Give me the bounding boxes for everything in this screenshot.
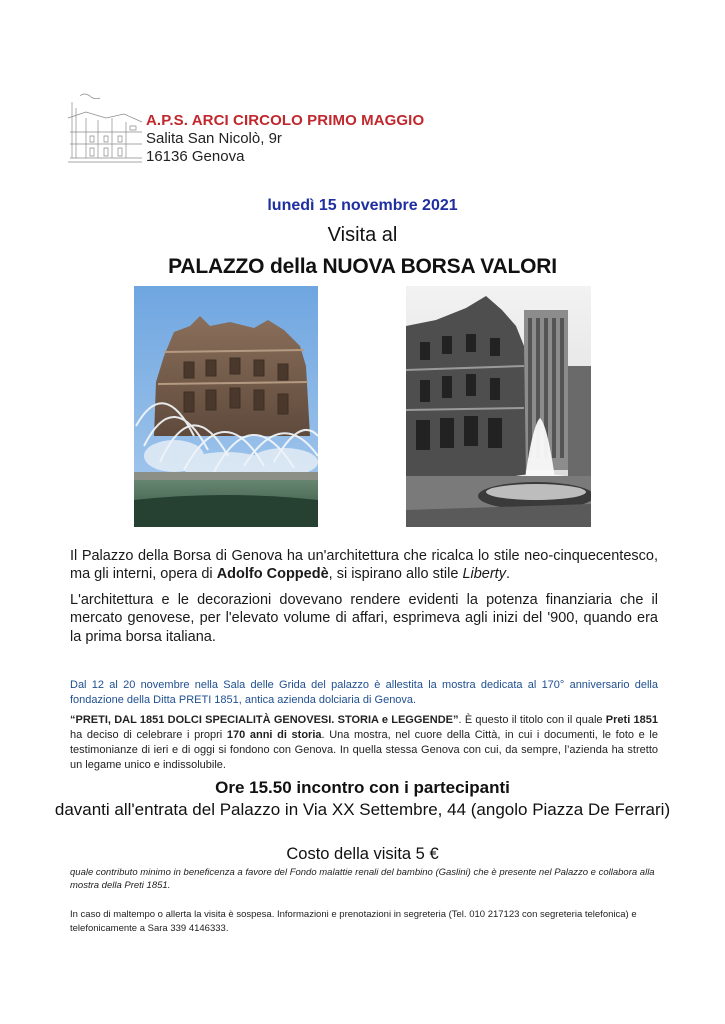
address-city: 16136 Genova (146, 148, 245, 165)
exhibition-title: “PRETI, DAL 1851 DOLCI SPECIALITÀ GENOVESI. STORIA e LEGGENDE” (70, 714, 459, 726)
letterhead (146, 111, 424, 166)
preti-paragraph (70, 713, 658, 773)
cost-note: quale contributo minimo in beneficenza a favore del Fondo malattie renali del bambino (Gaslini) che è presente nel Palazzo e collabora alla mostra della Preti 1851. (70, 867, 655, 891)
meeting-time: Ore 15.50 incontro con i partecipanti (215, 778, 510, 797)
anniversary-years: 170 anni di storia (226, 729, 322, 741)
preti-text-b: . È questo il titolo con il quale (458, 714, 606, 726)
preti-text-d: ha deciso di celebrare i propri (70, 729, 227, 741)
palazzo-color-photo-image (134, 286, 318, 527)
booking-info: In caso di maltempo o allerta la visita è sospesa. Informazioni e prenotazioni in segreteria (Tel. 010 217123 con segreteria telefonica) e telefonicamente a Sara 339 4146333. (70, 909, 637, 934)
intro-text-a: Il Palazzo della Borsa di Genova ha un'architettura che ricalca lo stile neo-cinquecentesco, ma gli interni, opera di (70, 548, 658, 583)
event-title: PALAZZO della NUOVA BORSA VALORI (168, 255, 557, 278)
preti-brand: Preti 1851 (605, 714, 659, 726)
intro-text-c: , si ispirano allo stile (328, 566, 463, 583)
circolo-building-sketch-logo (66, 88, 144, 166)
style-name: Liberty (462, 566, 506, 583)
exhibition-note: Dal 12 al 20 novembre nella Sala delle Grida del palazzo è allestita la mostra dedicata al 170° anniversario della fondazione della Ditta PRETI 1851, antica azienda dolciaria di Genova. (70, 679, 658, 706)
intro-paragraph (70, 547, 658, 584)
meeting-place: davanti all'entrata del Palazzo in Via XX Settembre, 44 (angolo Piazza De Ferrari) (54, 800, 671, 819)
visit-heading: Visita al (327, 224, 398, 246)
palazzo-historic-photo (406, 286, 591, 527)
palazzo-color-photo (134, 286, 318, 527)
intro-text-e: . (505, 566, 510, 583)
visit-cost: Costo della visita 5 € (286, 845, 439, 863)
architecture-paragraph: L'architettura e le decorazioni dovevano rendere evidenti la potenza finanziaria che il mercato genovese, per l'elevato volume di affari, esprimeva agli inizi del '900, quando era la prima borsa italiana. (70, 592, 658, 645)
palazzo-historic-photo-image (406, 286, 591, 527)
architect-name: Adolfo Coppedè (216, 566, 329, 583)
org-name: A.P.S. ARCI CIRCOLO PRIMO MAGGIO (146, 112, 425, 129)
preti-text-f: . Una mostra, nel cuore della Città, in cui i documenti, le foto e le testimonianze di ieri e di oggi si fondono con Genova. In quella stessa Genova con cui, da sempre, l’azienda ha stretto un legame unico e indissolubile. (70, 729, 658, 771)
event-date: lunedì 15 novembre 2021 (267, 197, 458, 214)
address-street: Salita San Nicolò, 9r (146, 130, 282, 147)
